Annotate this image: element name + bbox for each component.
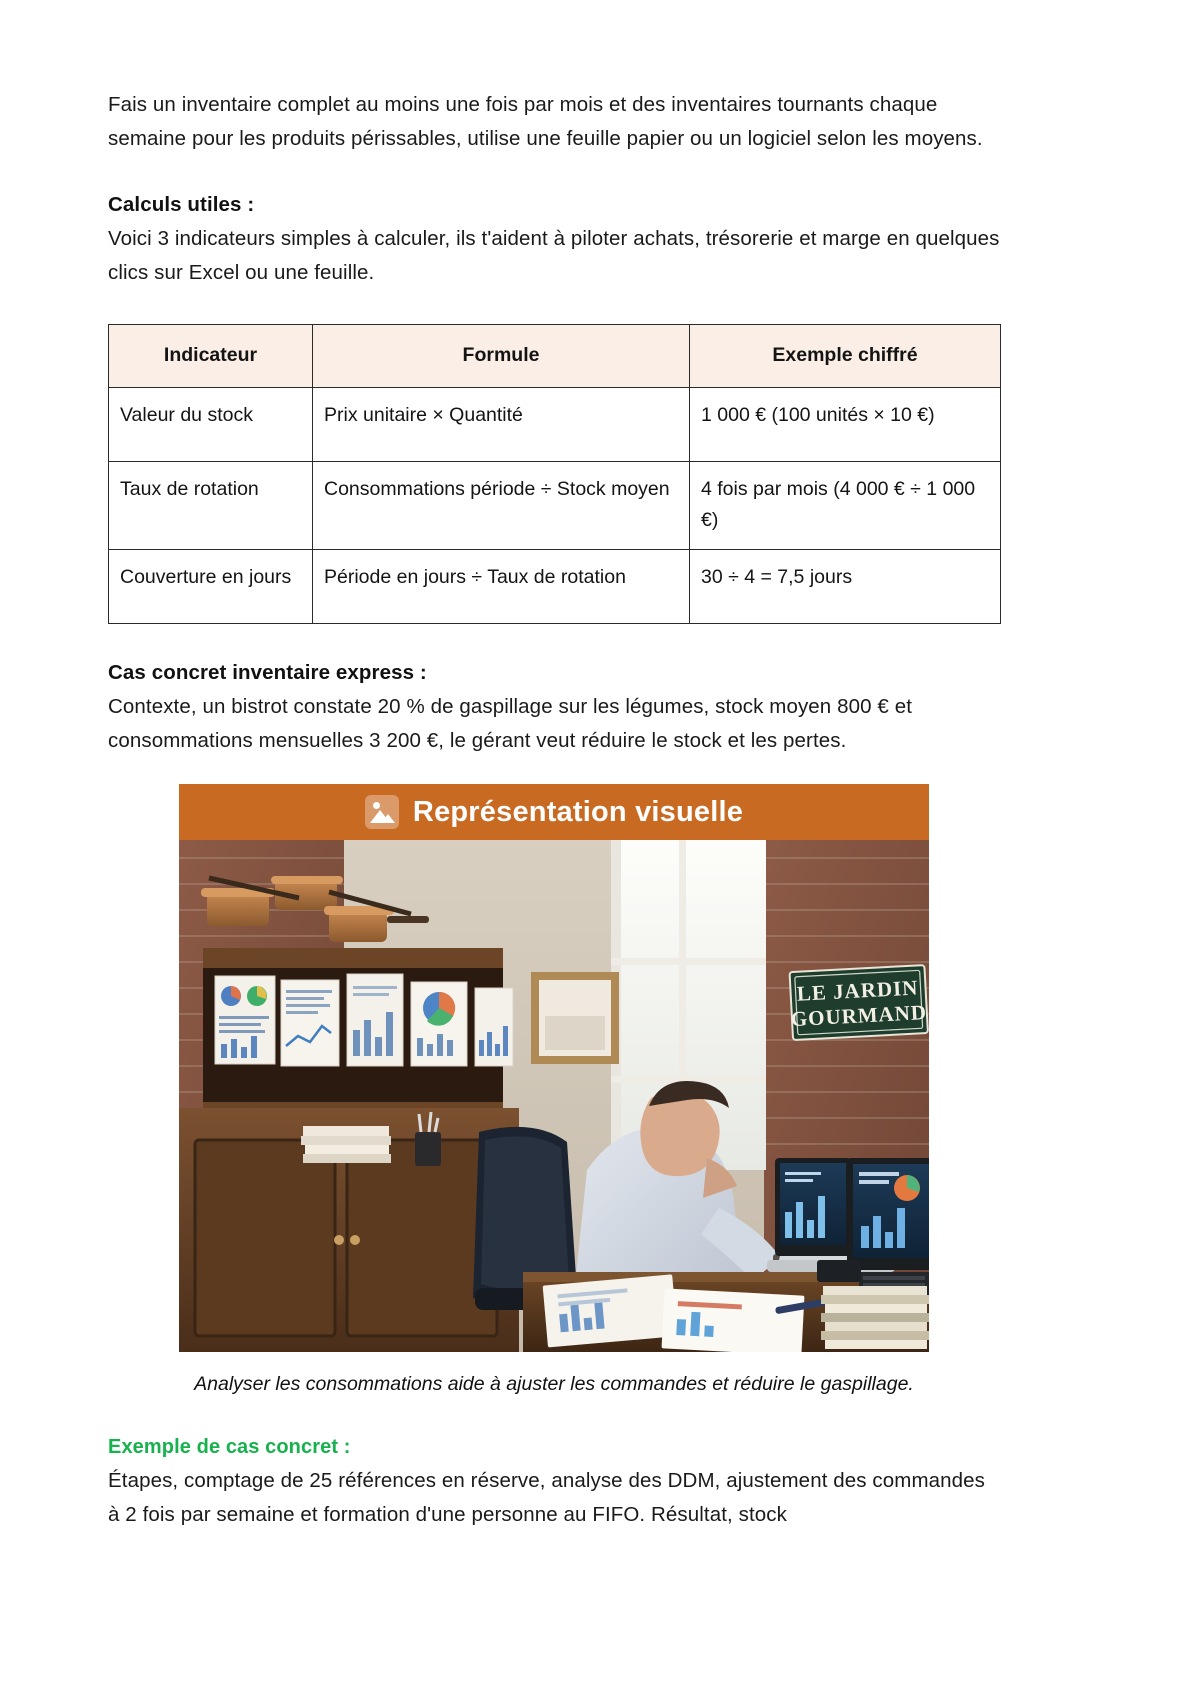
column-header-exemple: Exemple chiffré: [690, 325, 1001, 388]
calculs-utiles-paragraph: Voici 3 indicateurs simples à calculer, ils t'aident à piloter achats, trésorerie et marge en quelques clics sur Excel ou une feuille.: [108, 227, 1000, 284]
figure-banner: [179, 784, 929, 840]
table-row: [109, 462, 1001, 550]
image-icon-sun: [373, 802, 380, 809]
image-icon: [365, 795, 399, 829]
spacer: [108, 758, 1000, 784]
spacer: [108, 156, 1000, 190]
spacer: [108, 624, 1000, 658]
column-header-formule: Formule: [313, 325, 690, 388]
intro-paragraph: Fais un inventaire complet au moins une fois par mois et des inventaires tournants chaque semaine pour les produits périssables, utilise une feuille papier ou un logiciel selon les moyens.: [108, 93, 983, 150]
cell-indicateur: Valeur du stock: [109, 388, 313, 462]
svg-text:GOURMAND: GOURMAND: [790, 1000, 928, 1032]
cell-indicateur: Couverture en jours: [109, 550, 313, 624]
table-header: [109, 325, 1001, 388]
column-header-indicateur: Indicateur: [109, 325, 313, 388]
table-header-row: [109, 325, 1001, 388]
image-icon-mountain-small: [381, 814, 395, 823]
cell-exemple: 4 fois par mois (4 000 € ÷ 1 000 €): [690, 462, 1001, 550]
indicators-table: [108, 324, 1001, 624]
spacer: [108, 1398, 1000, 1432]
cell-formule: Prix unitaire × Quantité: [313, 388, 690, 462]
exemple-cas-concret-heading: Exemple de cas concret :: [108, 1436, 351, 1458]
figure-banner-title: Représentation visuelle: [412, 795, 744, 828]
figure-caption: Analyser les consommations aide à ajuster les commandes et réduire le gaspillage.: [194, 1373, 914, 1395]
svg-text:LE JARDIN: LE JARDIN: [796, 975, 919, 1006]
cell-formule: Période en jours ÷ Taux de rotation: [313, 550, 690, 624]
spacer: [108, 290, 1000, 324]
cas-concret-paragraph: Contexte, un bistrot constate 20 % de gaspillage sur les légumes, stock moyen 800 € et consommations mensuelles 3 200 €, le gérant veut réduire le stock et les pertes.: [108, 695, 912, 752]
cas-concret-heading: Cas concret inventaire express :: [108, 661, 427, 684]
cell-exemple: 1 000 € (100 unités × 10 €): [690, 388, 1001, 462]
visual-representation-figure: [179, 784, 929, 1398]
cell-indicateur: Taux de rotation: [109, 462, 313, 550]
table-row: [109, 388, 1001, 462]
table-row: [109, 550, 1001, 624]
table-body: [109, 388, 1001, 624]
cell-formule: Consommations période ÷ Stock moyen: [313, 462, 690, 550]
figure-photo: [179, 840, 929, 1352]
cell-exemple: 30 ÷ 4 = 7,5 jours: [690, 550, 1001, 624]
exemple-cas-concret-paragraph: Étapes, comptage de 25 références en réserve, analyse des DDM, ajustement des commandes à 2 fois par semaine et formation d'une personne au FIFO. Résultat, stock: [108, 1469, 985, 1526]
calculs-utiles-heading: Calculs utiles :: [108, 193, 255, 216]
page-content: [108, 88, 1000, 1532]
